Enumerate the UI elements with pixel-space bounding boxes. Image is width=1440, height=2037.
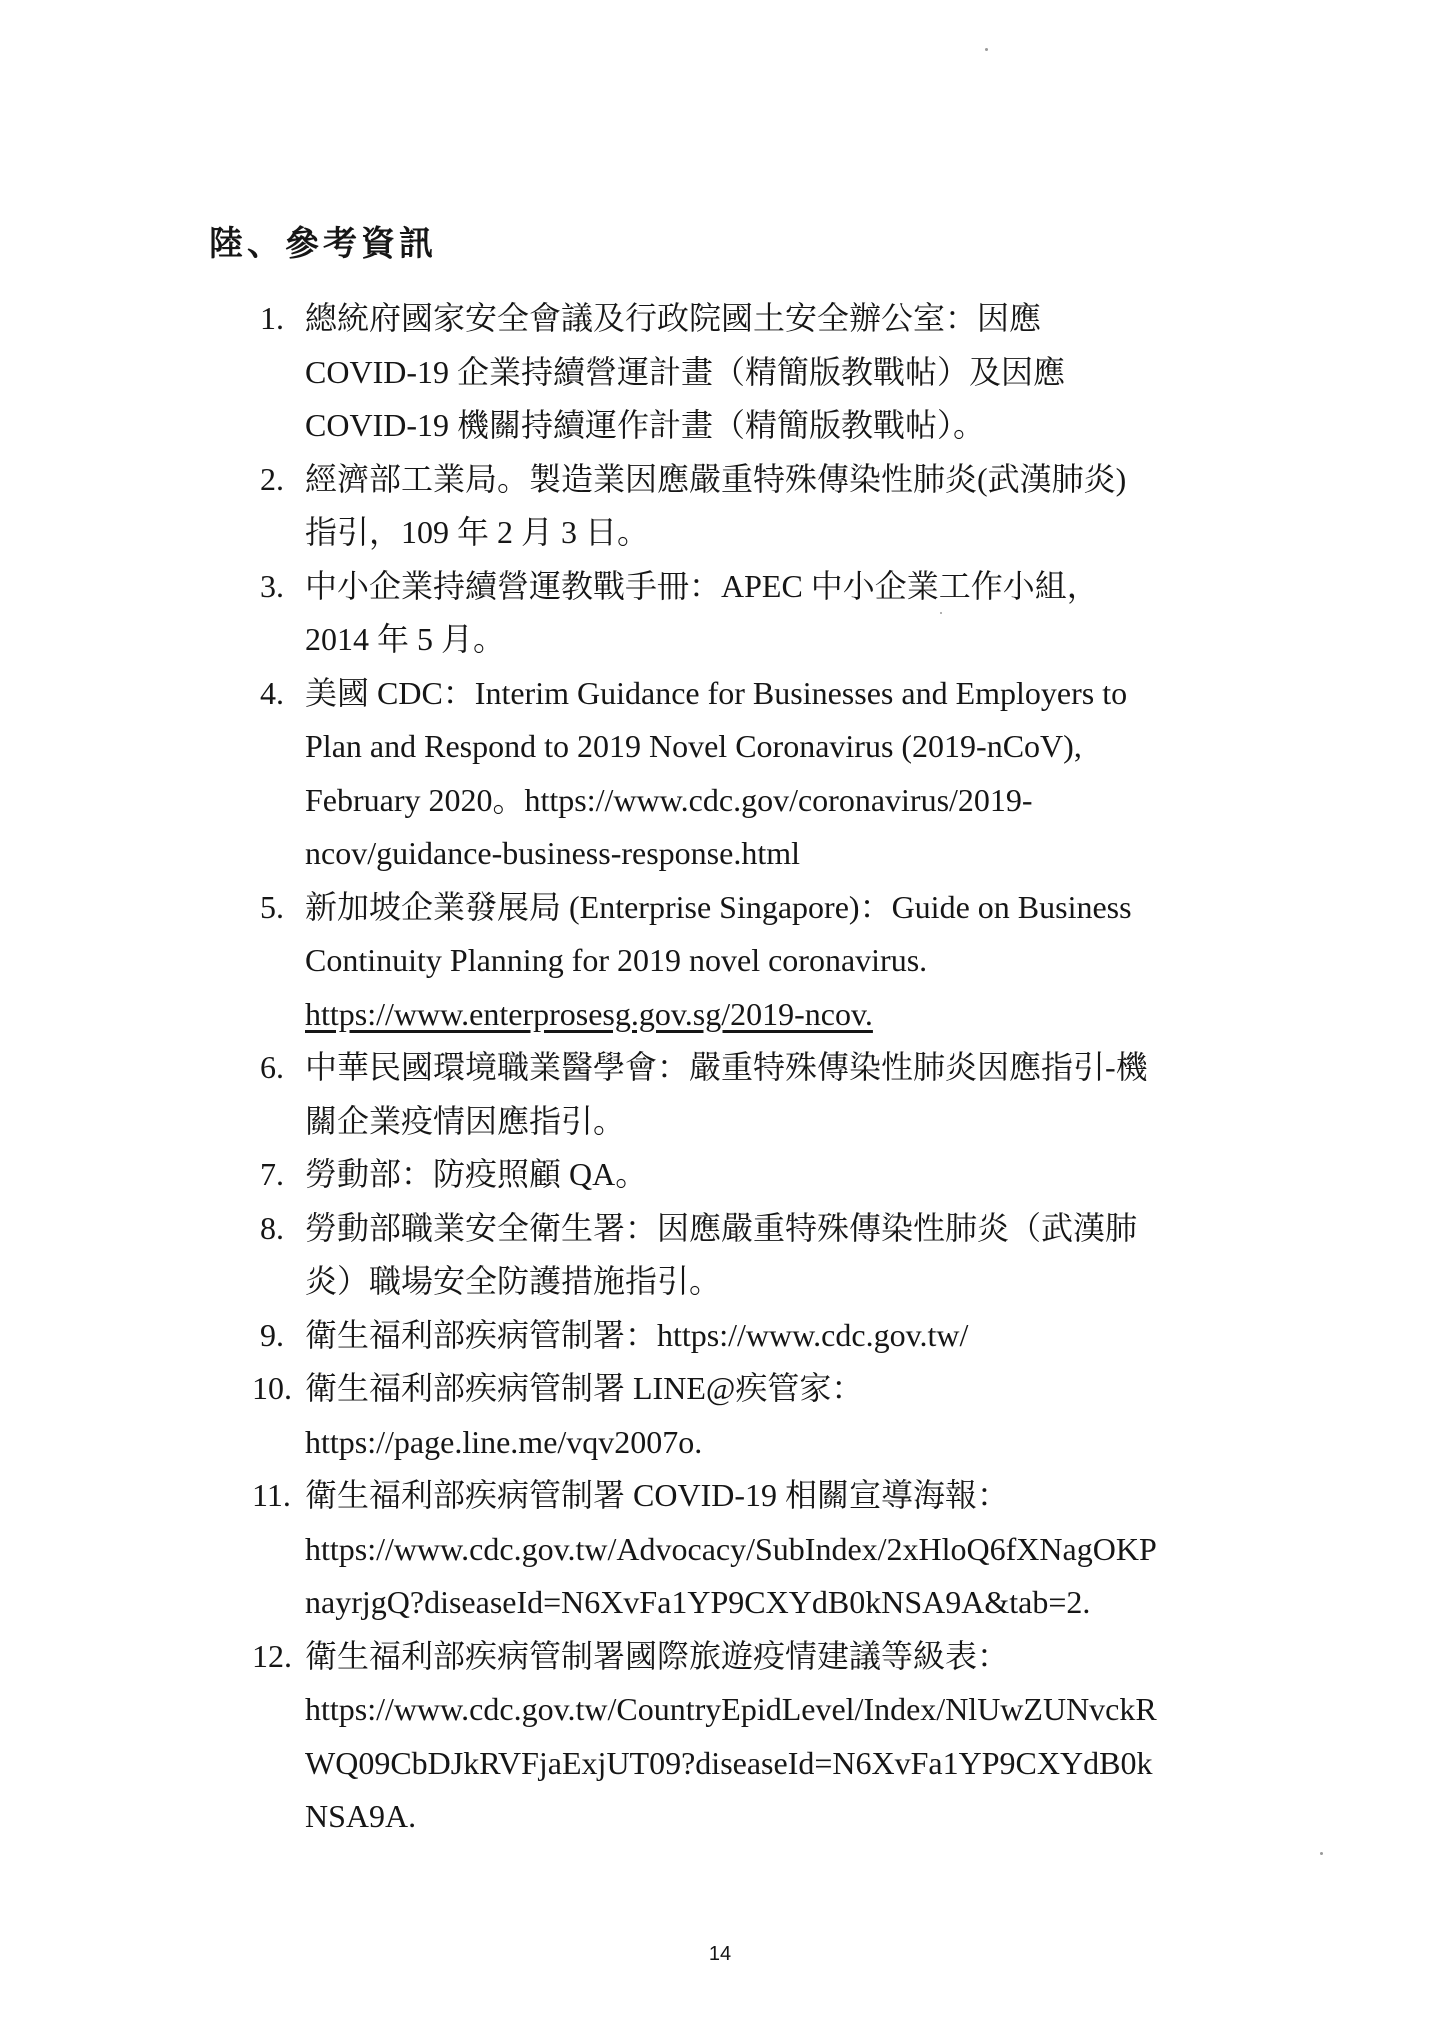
reference-item [252,1469,1220,1630]
reference-text-line: February 2020。https://www.cdc.gov/coronavirus/2019- [305,781,1033,818]
reference-item [252,1630,1220,1844]
reference-number: 8. [260,1209,284,1246]
section-heading: 陸、參考資訊 [209,226,437,263]
reference-item [260,667,1220,881]
reference-text-line: NSA9A. [305,1798,417,1834]
reference-text-line: 中華民國環境職業醫學會：嚴重特殊傳染性肺炎因應指引-機 [305,1049,1148,1085]
reference-number: 9. [260,1316,284,1353]
reference-text-line: https://www.cdc.gov.tw/Advocacy/SubIndex/2xHloQ6fXNagOKP [305,1530,1157,1567]
reference-item [260,1309,1220,1363]
reference-number: 4. [260,674,284,711]
reference-text-line: COVID-19 企業持續營運計畫（精簡版教戰帖）及因應 [305,353,1065,390]
reference-number: 12. [252,1637,292,1674]
reference-text-line: 衛生福利部疾病管制署 COVID-19 相關宣導海報： [305,1477,1009,1513]
reference-text-line: Plan and Respond to 2019 Novel Coronavirus (2019-nCoV), [305,728,1082,764]
reference-text-line: 新加坡企業發展局 (Enterprise Singapore)：Guide on Business [305,888,1132,925]
reference-item [260,1202,1220,1309]
reference-number: 11. [252,1477,291,1513]
reference-list [252,292,1220,1844]
reference-number: 7. [260,1156,284,1192]
reference-text-line: 2014 年 5 月。 [305,621,506,657]
reference-text-line: 美國 CDC：Interim Guidance for Businesses and Employers to [305,674,1128,711]
reference-text-line: https://page.line.me/vqv2007o. [305,1423,703,1460]
reference-number: 3. [260,567,284,604]
reference-number: 6. [260,1049,284,1085]
reference-item [260,560,1220,667]
reference-text-line: https://www.cdc.gov.tw/CountryEpidLevel/Index/NlUwZUNvckR [305,1691,1157,1727]
reference-text-line: 炎）職場安全防護措施指引。 [305,1263,722,1299]
reference-text-line: 勞動部：防疫照顧 QA。 [305,1156,648,1192]
reference-item [260,1041,1220,1148]
reference-text-line: ncov/guidance-business-response.html [305,835,800,871]
reference-text-line: Continuity Planning for 2019 novel coronavirus. [305,942,928,978]
reference-item [260,292,1220,453]
reference-text-line: 衛生福利部疾病管制署國際旅遊疫情建議等級表： [305,1637,1010,1674]
reference-number: 1. [260,300,284,336]
reference-text-line: 中小企業持續營運教戰手冊：APEC 中小企業工作小組， [305,567,1099,604]
scan-speck [940,612,942,614]
reference-item [260,453,1220,560]
reference-text-line: nayrjgQ?diseaseId=N6XvFa1YP9CXYdB0kNSA9A&tab=2. [305,1584,1091,1620]
reference-text-line: 經濟部工業局。製造業因應嚴重特殊傳染性肺炎(武漢肺炎) [305,460,1127,497]
reference-item [260,881,1220,1042]
reference-number: 2. [260,460,284,497]
reference-text-line: 總統府國家安全會議及行政院國土安全辦公室：因應 [305,300,1042,336]
reference-number: 5. [260,888,284,925]
reference-text-line: 衛生福利部疾病管制署：https://www.cdc.gov.tw/ [305,1316,969,1353]
reference-text-line: COVID-19 機關持續運作計畫（精簡版教戰帖）。 [305,407,985,443]
reference-text-line: 指引，109 年 2 月 3 日。 [305,514,650,550]
scan-speck [985,48,988,51]
reference-item [260,1148,1220,1202]
reference-text-line: 衛生福利部疾病管制署 LINE@疾管家： [305,1370,864,1406]
reference-text-line: 勞動部職業安全衛生署：因應嚴重特殊傳染性肺炎（武漢肺 [305,1209,1138,1246]
reference-text-line: 關企業疫情因應指引。 [305,1102,626,1139]
reference-number: 10. [252,1370,292,1406]
reference-text-line: WQ09CbDJkRVFjaExjUT09?diseaseId=N6XvFa1YP9CXYdB0k [305,1744,1153,1781]
scan-speck [1320,1852,1323,1855]
page-number: 14 [708,1943,732,1965]
reference-item [252,1362,1220,1469]
reference-link[interactable]: https://www.enterprosesg.gov.sg/2019-ncov. [305,995,873,1032]
